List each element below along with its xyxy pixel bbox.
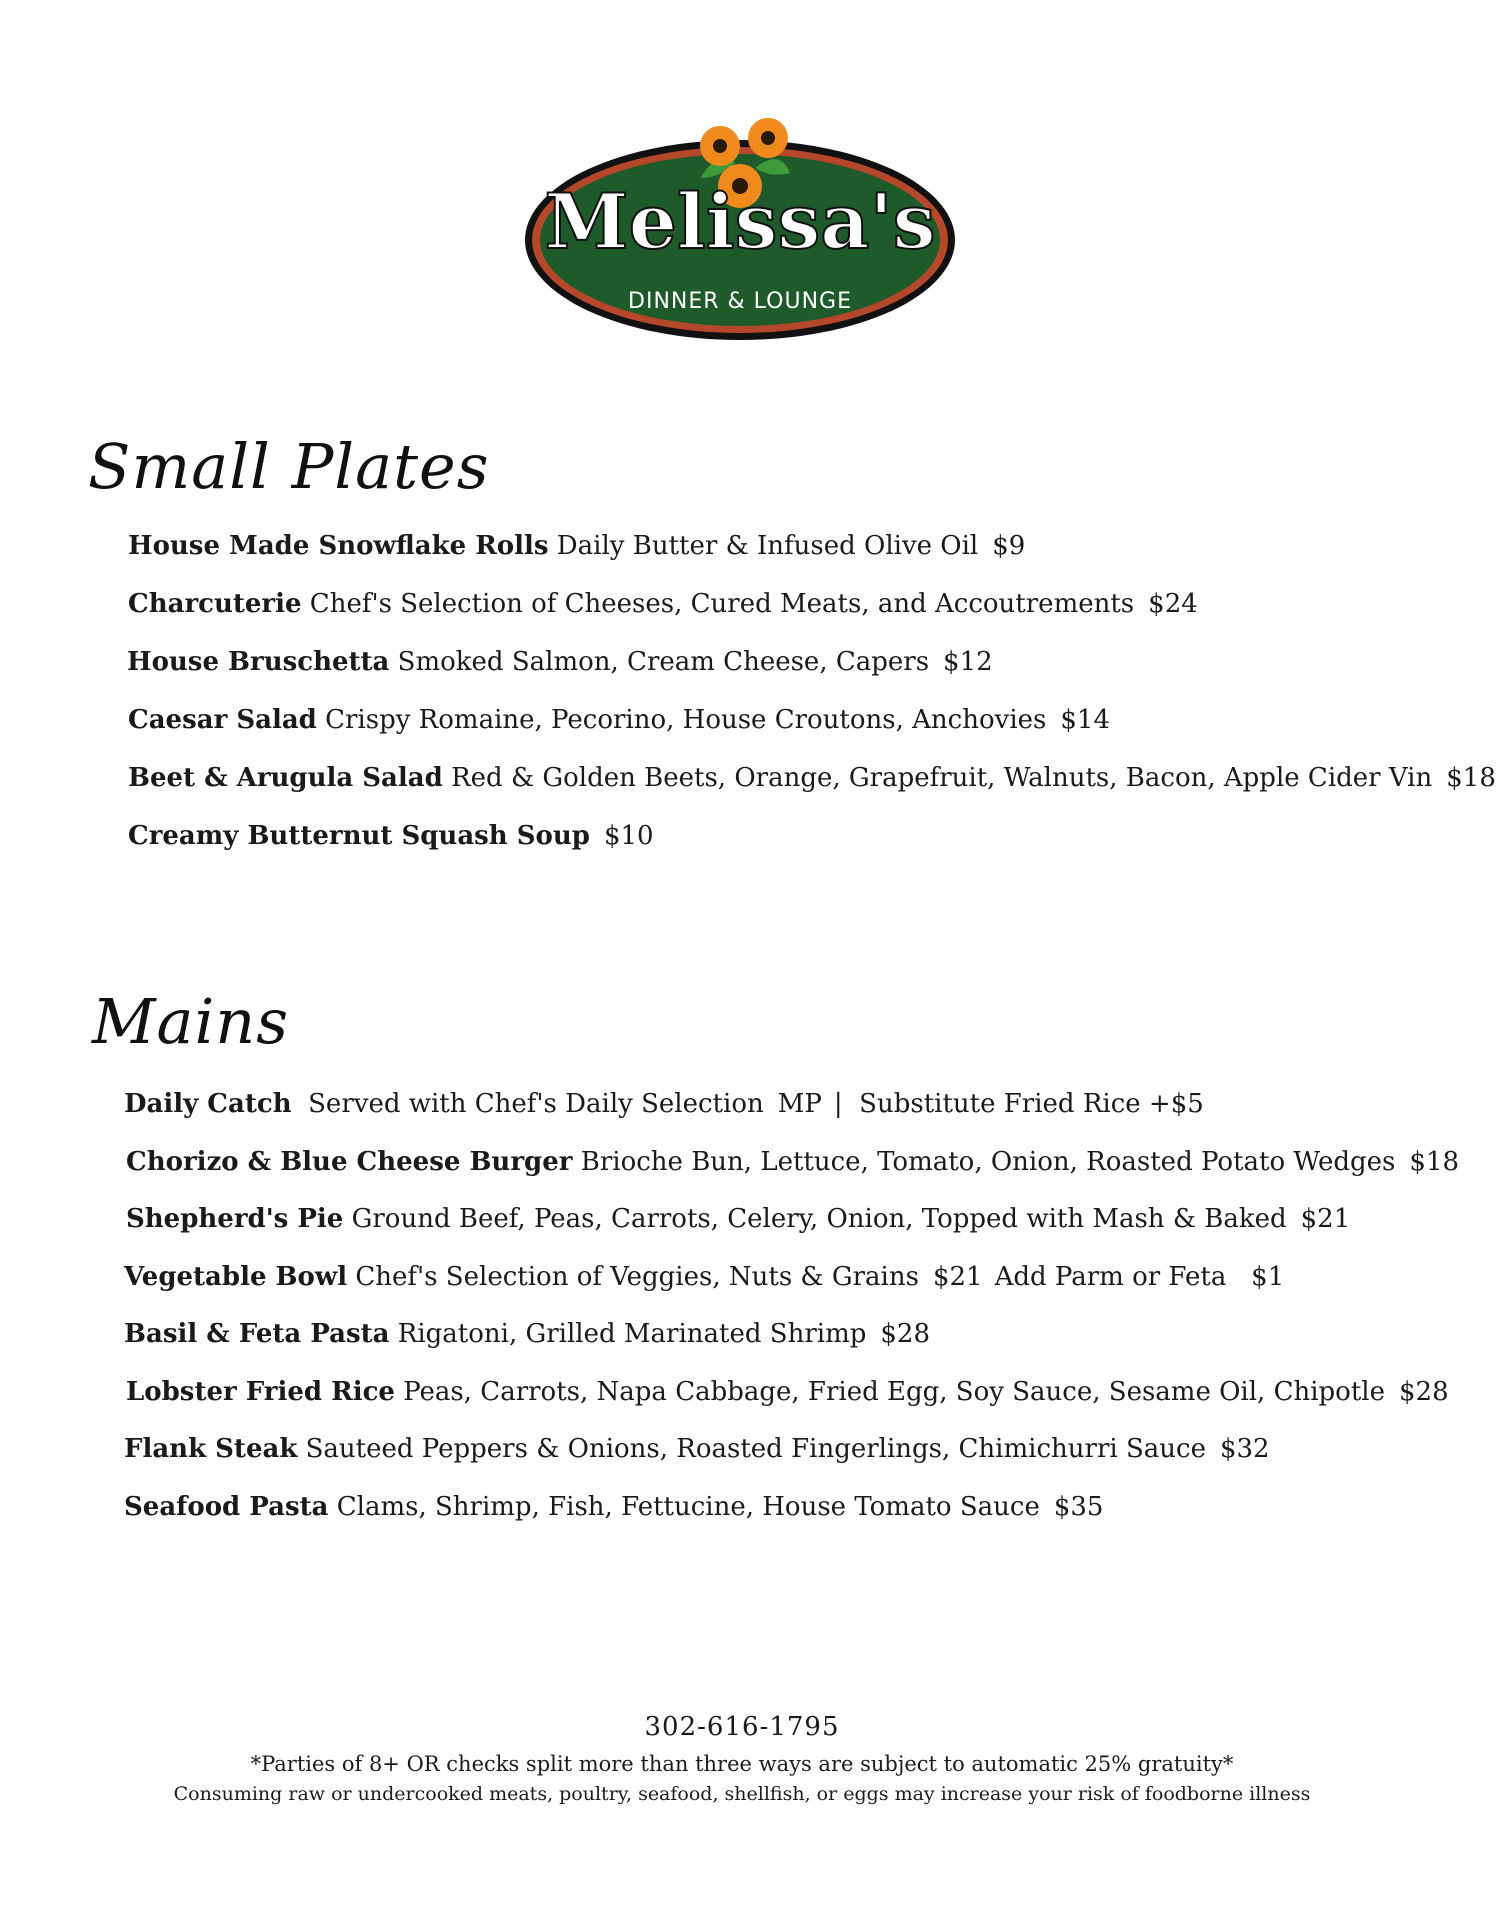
menu-item-description: Daily Butter & Infused Olive Oil — [548, 531, 979, 561]
menu-item-description: Chef's Selection of Veggies, Nuts & Grains — [347, 1261, 919, 1292]
menu-item — [124, 1088, 1204, 1120]
menu-item-description: Brioche Bun, Lettuce, Tomato, Onion, Roasted Potato Wedges — [572, 1146, 1396, 1177]
menu-item-description: Served with Chef's Daily Selection — [291, 1089, 764, 1119]
menu-item-option: | Substitute Fried Rice +$5 — [833, 1089, 1204, 1119]
menu-item — [128, 588, 1198, 620]
menu-item-description: Sauteed Peppers & Onions, Roasted Fingerlings, Chimichurri Sauce — [297, 1434, 1206, 1464]
menu-item — [128, 704, 1110, 736]
small-plates-heading: Small Plates — [88, 430, 490, 503]
menu-item-price: $35 — [1053, 1491, 1104, 1522]
menu-item-price: $12 — [943, 647, 993, 677]
menu-item-description: Chef's Selection of Cheeses, Cured Meats, and Accoutrements — [301, 589, 1135, 619]
menu-item — [126, 1203, 1350, 1235]
health-advisory: Consuming raw or undercooked meats, poultry, seafood, shellfish, or eggs may increase your risk of foodborne illness — [173, 1783, 1311, 1805]
menu-item-price: $10 — [603, 821, 654, 851]
menu-item-name: Shepherd's Pie — [126, 1204, 344, 1234]
menu-item-name: Flank Steak — [124, 1434, 298, 1464]
menu-item-name: House Bruschetta — [127, 647, 390, 677]
menu-item — [124, 1318, 930, 1350]
menu-item-price: $21 — [932, 1261, 983, 1292]
menu-item — [128, 762, 1496, 794]
menu-item-price: $21 — [1300, 1204, 1351, 1234]
menu-item-name: Vegetable Bowl — [124, 1261, 348, 1292]
menu-item-description: Clams, Shrimp, Fish, Fettucine, House Tomato Sauce — [328, 1491, 1040, 1522]
menu-item-price: $18 — [1409, 1146, 1460, 1177]
menu-item — [128, 530, 1025, 562]
menu-item-name: Daily Catch — [124, 1089, 292, 1119]
menu-item-name: Beet & Arugula Salad — [128, 763, 443, 793]
menu-item — [126, 1376, 1449, 1408]
logo-brand-text: Melissa's — [544, 177, 936, 266]
menu-item-name: Chorizo & Blue Cheese Burger — [126, 1146, 573, 1177]
menu-item-name: Caesar Salad — [128, 705, 317, 735]
menu-item — [127, 646, 993, 678]
menu-item — [124, 1433, 1270, 1465]
menu-item-name: Charcuterie — [128, 589, 302, 619]
restaurant-logo — [520, 108, 960, 348]
menu-item-description: Smoked Salmon, Cream Cheese, Capers — [389, 647, 930, 677]
menu-item-name: House Made Snowflake Rolls — [128, 531, 549, 561]
menu-item-price: $18 — [1446, 763, 1496, 793]
menu-item — [124, 1491, 1103, 1523]
mains-heading: Mains — [92, 985, 290, 1058]
menu-item-description: Peas, Carrots, Napa Cabbage, Fried Egg, Soy Sauce, Sesame Oil, Chipotle — [394, 1376, 1385, 1407]
phone-number[interactable]: 302-616-1795 — [644, 1712, 840, 1742]
menu-item-price: $28 — [880, 1319, 931, 1349]
gratuity-note: *Parties of 8+ OR checks split more than three ways are subject to automatic 25% gratuity* — [250, 1752, 1234, 1776]
menu-item-name: Basil & Feta Pasta — [124, 1319, 390, 1349]
logo-tagline-text: DINNER & LOUNGE — [628, 289, 852, 314]
menu-item-price: MP — [777, 1089, 822, 1119]
menu-item — [128, 820, 654, 852]
menu-item-name: Creamy Butternut Squash Soup — [128, 821, 590, 851]
menu-item-description: Red & Golden Beets, Orange, Grapefruit, Walnuts, Bacon, Apple Cider Vin — [442, 763, 1433, 793]
menu-item-description: Crispy Romaine, Pecorino, House Croutons, Anchovies — [316, 705, 1047, 735]
menu-item-name: Lobster Fried Rice — [126, 1376, 395, 1407]
menu-item — [126, 1146, 1459, 1178]
menu-item-price: $24 — [1148, 589, 1198, 619]
menu-item-name: Seafood Pasta — [124, 1491, 329, 1522]
menu-item-price: $32 — [1219, 1434, 1270, 1464]
menu-item — [124, 1261, 1284, 1293]
menu-item-option: Add Parm or Feta $1 — [994, 1261, 1285, 1292]
menu-item-price: $14 — [1060, 705, 1111, 735]
menu-item-description: Ground Beef, Peas, Carrots, Celery, Onion, Topped with Mash & Baked — [343, 1204, 1287, 1234]
menu-item-price: $28 — [1398, 1376, 1449, 1407]
menu-item-description: Rigatoni, Grilled Marinated Shrimp — [389, 1319, 867, 1349]
menu-item-price: $9 — [992, 531, 1026, 561]
